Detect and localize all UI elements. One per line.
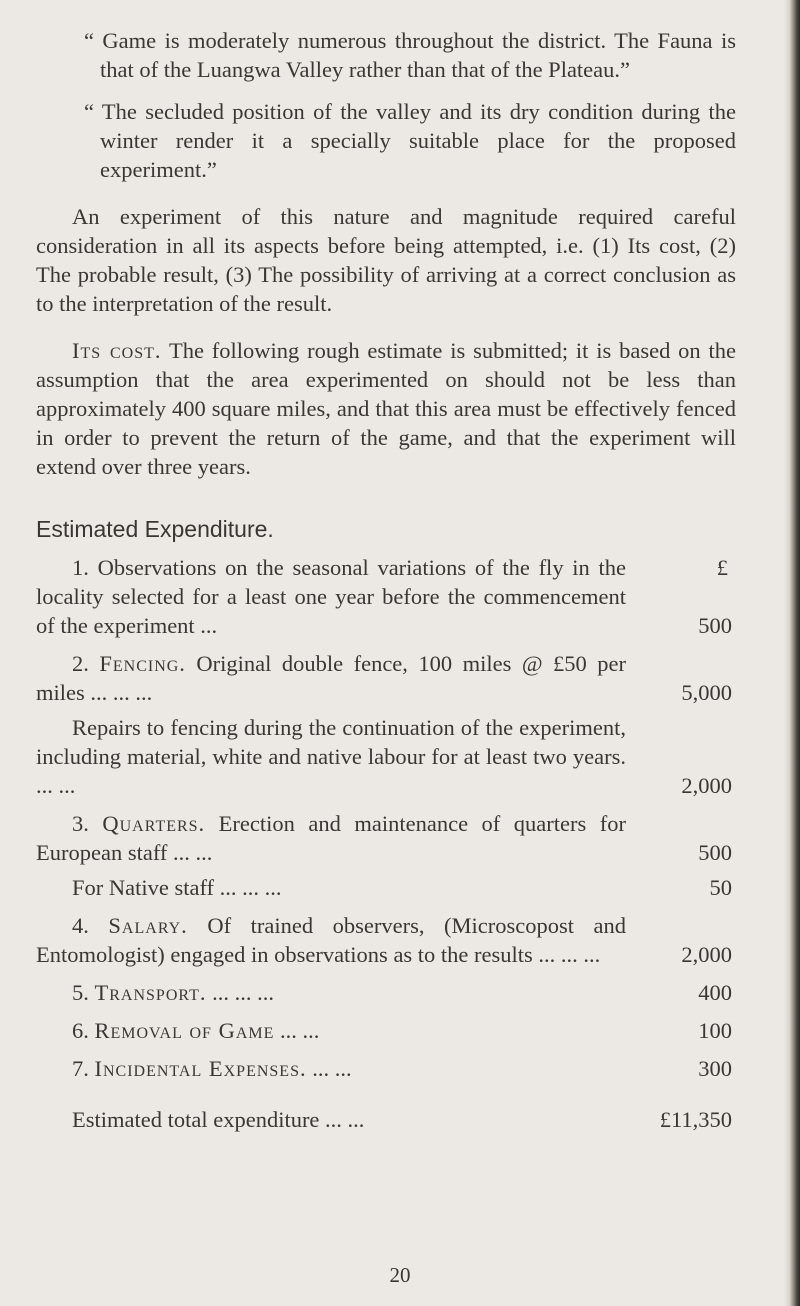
item-text: Of trained observers, (Microscopost and Entomologist) engaged in observations as to the results ... ... ... bbox=[36, 913, 627, 967]
item-text: Erection and maintenance of quarters for European staff ... ... bbox=[36, 811, 626, 865]
item-text: Observations on the seasonal variations of the fly in the locality selected for a least one year before the commencement of the experiment ... bbox=[36, 555, 626, 638]
item-number: 7. bbox=[72, 1056, 89, 1081]
item-amount: 300 bbox=[698, 1056, 732, 1081]
item-amount: 400 bbox=[698, 980, 732, 1005]
expense-item-2b bbox=[36, 713, 736, 800]
expense-item-4 bbox=[36, 911, 736, 969]
item-number: 3. bbox=[72, 811, 89, 836]
item-title: Transport. bbox=[94, 980, 207, 1005]
item-text: Original double fence, 100 miles @ £50 per miles ... ... ... bbox=[36, 651, 626, 705]
page-content bbox=[36, 26, 736, 1134]
item-text: ... ... bbox=[306, 1056, 352, 1081]
item-amount: 2,000 bbox=[681, 942, 732, 967]
item-number: 6. bbox=[72, 1018, 89, 1043]
expense-item-7 bbox=[36, 1054, 736, 1083]
item-title: Removal of Game bbox=[94, 1018, 275, 1043]
expense-item-3b bbox=[36, 873, 736, 902]
currency-symbol: £ bbox=[716, 555, 728, 580]
item-title: Quarters. bbox=[102, 811, 206, 836]
intro-paragraph: An experiment of this nature and magnitude required careful consideration in all its aspects before being attempted, i.e. (1) Its cost, (2) The probable result, (3) The possibility of arriving at a correct conclusion as to the interpretation of the result. bbox=[36, 204, 736, 316]
total-row bbox=[36, 1105, 736, 1134]
item-text: For Native staff ... ... ... bbox=[72, 875, 282, 900]
item-number: 4. bbox=[72, 913, 89, 938]
item-title: Incidental Expenses. bbox=[94, 1056, 307, 1081]
cost-lead: Its cost. bbox=[72, 338, 162, 363]
expense-item-1 bbox=[36, 553, 736, 640]
expense-item-2 bbox=[36, 649, 736, 707]
total-label: Estimated total expenditure ... ... bbox=[72, 1107, 365, 1132]
total-amount: £11,350 bbox=[659, 1107, 732, 1132]
item-text: ... ... bbox=[274, 1018, 320, 1043]
item-amount: 5,000 bbox=[681, 680, 732, 705]
item-text: Repairs to fencing during the continuation of the experiment, including material, white and native labour for at least two years. ... ... bbox=[36, 715, 626, 798]
page-number: 20 bbox=[389, 1263, 411, 1287]
cost-body: The following rough estimate is submitted; it is based on the assumption that the area experimented on should not be less than approximately 400 square miles, and that this area must be effectively fenced in order to prevent the return of the game, and that the experiment will extend over three years. bbox=[36, 338, 736, 479]
cost-paragraph bbox=[36, 336, 736, 481]
page-edge-shadow bbox=[784, 0, 800, 1306]
item-number: 5. bbox=[72, 980, 89, 1005]
item-amount: 50 bbox=[709, 875, 732, 900]
quote-paragraph-1: “ Game is moderately numerous throughout the district. The Fauna is that of the Luangwa Valley rather than that of the Plateau.” bbox=[84, 28, 736, 82]
item-amount: 2,000 bbox=[681, 773, 732, 798]
item-amount: 500 bbox=[698, 613, 732, 638]
item-title: Salary. bbox=[108, 913, 188, 938]
item-title: Fencing. bbox=[99, 651, 186, 676]
item-amount: 500 bbox=[698, 840, 732, 865]
quote-paragraph-2: “ The secluded position of the valley and its dry condition during the winter render it a specially suitable place for the proposed experiment.” bbox=[84, 99, 736, 182]
expense-item-6 bbox=[36, 1016, 736, 1045]
item-text: ... ... ... bbox=[206, 980, 274, 1005]
expense-item-5 bbox=[36, 978, 736, 1007]
expenditure-heading: Estimated Expenditure. bbox=[36, 516, 274, 542]
expense-item-3 bbox=[36, 809, 736, 867]
item-number: 2. bbox=[72, 651, 89, 676]
item-amount: 100 bbox=[698, 1018, 732, 1043]
item-number: 1. bbox=[72, 555, 89, 580]
